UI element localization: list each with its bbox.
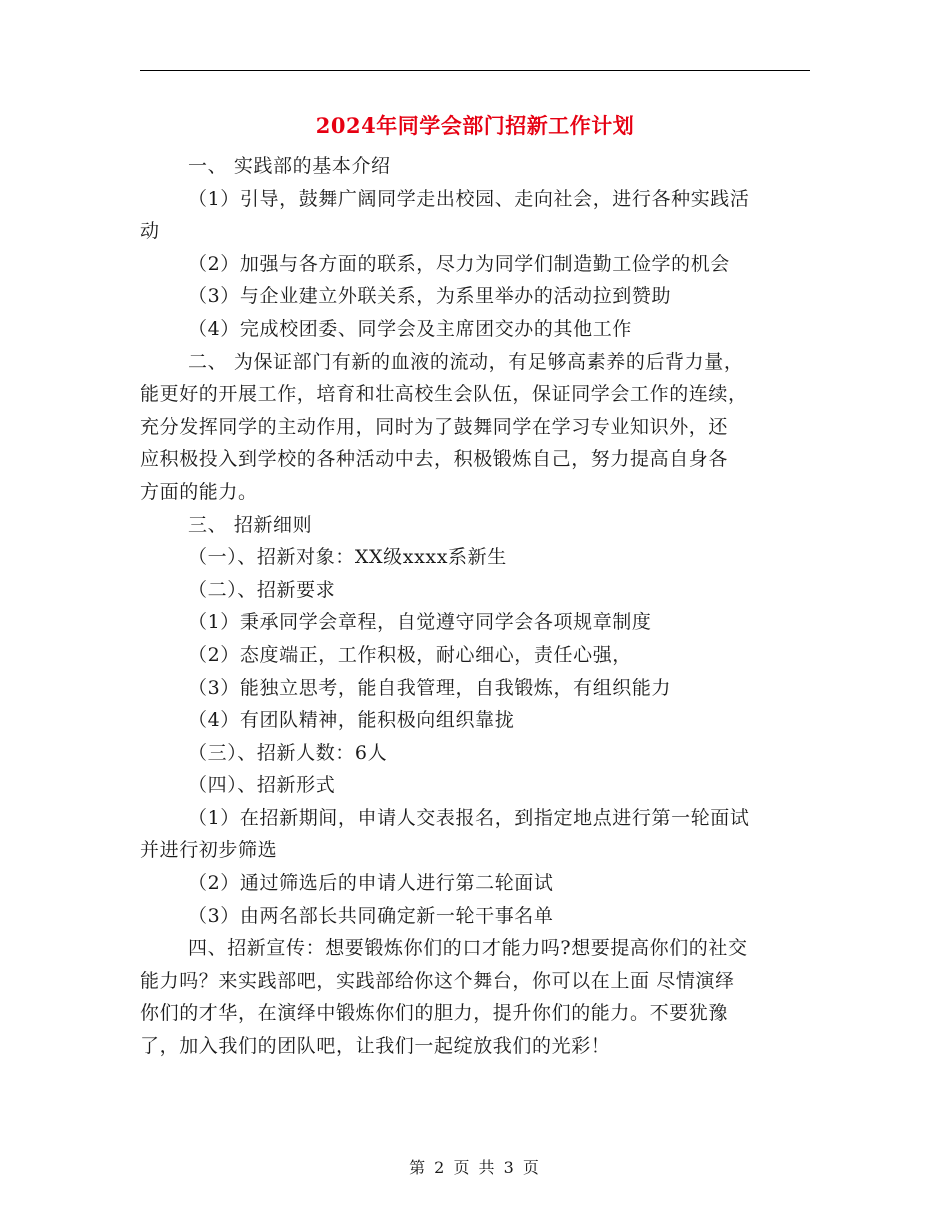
list-item: （3）与企业建立外联关系，为系里举办的活动拉到赞助 [188,285,672,308]
list-item: （1）秉承同学会章程，自觉遵守同学会各项规章制度 [188,611,652,634]
paragraph-line: 能力吗？来实践部吧，实践部给你这个舞台，你可以在上面 尽情演绎 [140,969,735,992]
list-item-continuation: 动 [140,220,160,243]
list-item: （2）加强与各方面的联系，尽力为同学们制造勤工俭学的机会 [188,252,730,275]
list-item: （一）、招新对象：XX级xxxx系新生 [188,546,507,569]
document-title: 2024年同学会部门招新工作计划 [315,113,635,138]
list-item: （1）在招新期间，申请人交表报名，到指定地点进行第一轮面试 [188,806,750,829]
list-item: （1）引导，鼓舞广阔同学走出校园、走向社会，进行各种实践活 [188,187,750,210]
paragraph-line: 了，加入我们的团队吧，让我们一起绽放我们的光彩！ [140,1035,611,1058]
list-item-continuation: 并进行初步筛选 [140,839,278,862]
paragraph-line: 充分发挥同学的主动作用，同时为了鼓舞同学在学习专业知识外，还 [140,415,729,438]
section-heading: 四、招新宣传：想要锻炼你们的口才能力吗?想要提高你们的社交 [188,937,748,960]
paragraph-line: 应积极投入到学校的各种活动中去，积极锻炼自己，努力提高自身各 [140,448,729,471]
section-heading: 二、 为保证部门有新的血液的流动，有足够高素养的后背力量， [188,350,744,373]
list-item: （2）通过筛选后的申请人进行第二轮面试 [188,872,554,895]
list-item: （4）有团队精神，能积极向组织靠拢 [188,709,515,732]
paragraph-line: 能更好的开展工作，培育和壮高校生会队伍，保证同学会工作的连续， [140,383,748,406]
list-item: （2）态度端正，工作积极，耐心细心，责任心强， [188,643,632,666]
header-rule [140,70,810,71]
list-item: （二）、招新要求 [188,578,336,601]
page-footer: 第 2 页 共 3 页 [409,1158,541,1177]
section-heading: 三、 招新细则 [188,513,313,536]
section-heading: 一、 实践部的基本介绍 [188,155,391,177]
list-item: （三）、招新人数：6人 [188,741,388,764]
list-item: （四）、招新形式 [188,774,336,797]
paragraph-line: 方面的能力。 [140,480,258,503]
list-item: （4）完成校团委、同学会及主席团交办的其他工作 [188,317,632,340]
list-item: （3）由两名部长共同确定新一轮干事名单 [188,904,554,927]
list-item: （3）能独立思考，能自我管理，自我锻炼，有组织能力 [188,676,672,699]
paragraph-line: 你们的才华，在演绎中锻炼你们的胆力，提升你们的能力。不要犹豫 [140,1002,729,1025]
document-body [140,150,810,1063]
